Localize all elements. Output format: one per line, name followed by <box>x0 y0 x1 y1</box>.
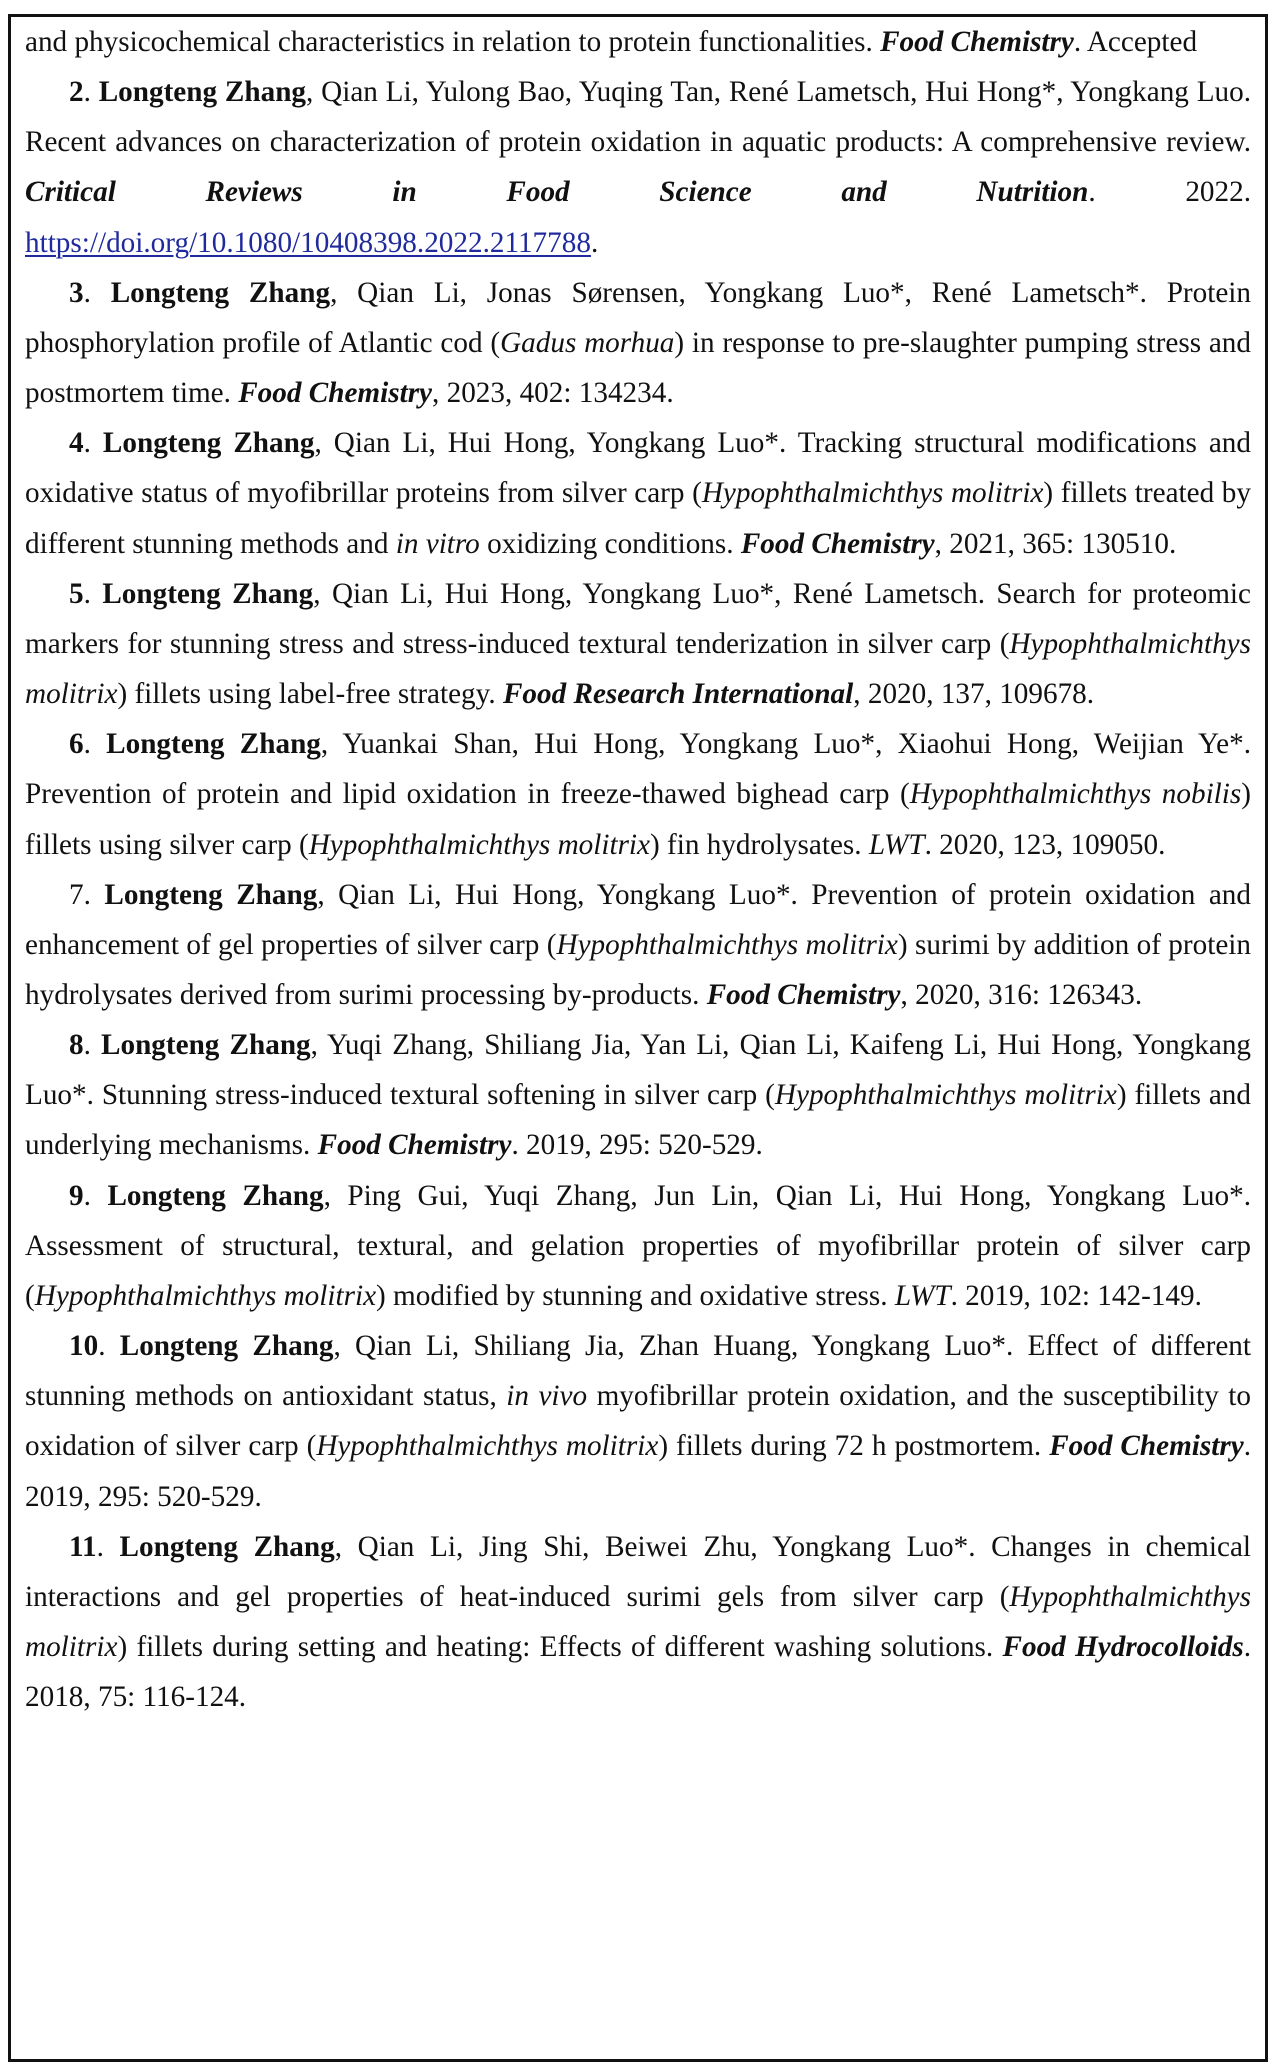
reference-text: . <box>96 1530 120 1563</box>
reference-text: , Yuqi Zhang, Shiliang Jia, Yan Li, Qian Li, Kaifeng Li, Hui Hong, Yongkang Luo*. Stunning stress-induced textural softening in silver carp ( <box>25 1029 1252 1112</box>
reference-item <box>25 418 1251 568</box>
reference-text: , Qian Li, Yulong Bao, Yuqing Tan, René Lametsch, Hui Hong*, Yongkang Luo. Recent advances on characterization of protein oxidation in aquatic products: A comprehensive review. <box>25 76 1252 159</box>
reference-item <box>25 569 1251 719</box>
author-highlight: Longteng Zhang <box>110 276 331 309</box>
author-highlight: Longteng Zhang <box>106 728 321 761</box>
reference-text: and physicochemical characteristics in relation to protein functionalities. <box>25 26 881 58</box>
author-highlight: Longteng Zhang <box>102 577 314 610</box>
italic-term: in vitro <box>395 527 480 560</box>
reference-number: 4 <box>69 427 84 460</box>
author-highlight: Longteng Zhang <box>101 1029 311 1062</box>
reference-text: ) surimi by addition of protein hydrolysates derived from surimi processing by-products. <box>25 928 1251 1011</box>
reference-number: 6 <box>69 728 84 761</box>
italic-term: Hypophthalmichthys molitrix <box>308 828 650 861</box>
reference-text: . <box>98 1330 120 1363</box>
reference-number: 5 <box>69 577 84 610</box>
reference-text: ) fillets and underlying mechanisms. <box>25 1079 1251 1162</box>
reference-item <box>25 1522 1251 1723</box>
reference-text: , Qian Li, Hui Hong, Yongkang Luo*. Prevention of protein oxidation and enhancement of gel properties of silver carp ( <box>25 878 1251 961</box>
reference-text: . <box>83 76 99 109</box>
reference-item <box>25 1020 1251 1170</box>
reference-text: . 2020, 123, 109050. <box>924 828 1166 861</box>
reference-item <box>25 67 1251 268</box>
italic-term: Hypophthalmichthys molitrix <box>34 1279 377 1312</box>
author-highlight: Longteng Zhang <box>107 1179 324 1212</box>
journal-name: Food Chemistry <box>317 1129 512 1162</box>
journal-name: Critical Reviews in Food Science and Nutrition <box>25 176 1089 209</box>
reference-continuation <box>25 17 1251 67</box>
reference-text: ) fillets using silver carp ( <box>25 778 1251 861</box>
reference-text: , Qian Li, Jing Shi, Beiwei Zhu, Yongkang Luo*. Changes in chemical interactions and gel properties of heat-induced surimi gels from silver carp ( <box>25 1530 1252 1613</box>
reference-text: . <box>83 1029 102 1062</box>
author-highlight: Longteng Zhang <box>119 1330 334 1363</box>
reference-text: ) fillets during 72 h postmortem. <box>658 1430 1050 1463</box>
italic-term: Hypophthalmichthys molitrix <box>25 627 1251 711</box>
reference-number: 10 <box>69 1330 99 1363</box>
journal-name: LWT <box>894 1279 951 1312</box>
italic-term: Hypophthalmichthys molitrix <box>701 477 1044 510</box>
journal-name: Food Chemistry <box>1049 1430 1244 1463</box>
reference-number: 8 <box>69 1029 84 1062</box>
reference-text: , 2020, 316: 126343. <box>900 978 1143 1011</box>
reference-text: ) modified by stunning and oxidative stress. <box>376 1279 895 1312</box>
reference-text: , Ping Gui, Yuqi Zhang, Jun Lin, Qian Li, Hui Hong, Yongkang Luo*. Assessment of structural, textural, and gelation properties of myofibrillar protein of silver carp ( <box>25 1179 1252 1312</box>
reference-text: , Qian Li, Shiliang Jia, Zhan Huang, Yongkang Luo*. Effect of different stunning methods on antioxidant status, <box>25 1330 1251 1413</box>
reference-text: . <box>83 427 103 460</box>
reference-text: ) in response to pre-slaughter pumping stress and postmortem time. <box>25 326 1251 410</box>
author-highlight: Longteng Zhang <box>98 76 307 109</box>
reference-text: . <box>83 1179 108 1212</box>
journal-name: Food Chemistry <box>238 377 433 410</box>
reference-number: 9 <box>69 1179 84 1212</box>
reference-item <box>25 719 1251 869</box>
reference-text: myofibrillar protein oxidation, and the susceptibility to oxidation of silver carp ( <box>25 1380 1251 1463</box>
reference-item <box>25 870 1251 1020</box>
reference-item <box>25 268 1251 418</box>
author-highlight: Longteng Zhang <box>104 878 318 911</box>
reference-text: . <box>590 226 599 259</box>
reference-text: . 2019, 295: 520-529. <box>25 1430 1251 1513</box>
italic-term: Hypophthalmichthys molitrix <box>774 1079 1117 1112</box>
reference-text: , Qian Li, Jonas Sørensen, Yongkang Luo*, René Lametsch*. Protein phosphorylation profile of Atlantic cod ( <box>25 276 1252 359</box>
journal-name: Food Chemistry <box>740 527 935 560</box>
reference-text: , Qian Li, Hui Hong, Yongkang Luo*. Tracking structural modifications and oxidative status of myofibrillar proteins from silver carp ( <box>25 427 1251 510</box>
reference-text: oxidizing conditions. <box>479 527 741 560</box>
reference-text: . 2018, 75: 116-124. <box>25 1631 1251 1714</box>
reference-text: , Qian Li, Hui Hong, Yongkang Luo*, René Lametsch. Search for proteomic markers for stunning stress and stress-induced textural tenderization in silver carp ( <box>25 577 1252 660</box>
journal-name: Food Chemistry <box>880 26 1074 58</box>
journal-name: Food Chemistry <box>706 978 901 1011</box>
reference-item <box>25 1171 1251 1321</box>
reference-text: , 2021, 365: 130510. <box>934 527 1177 560</box>
reference-text: , Yuankai Shan, Hui Hong, Yongkang Luo*, Xiaohui Hong, Weijian Ye*. Prevention of protein and lipid oxidation in freeze-thawed bighead carp ( <box>25 728 1251 811</box>
italic-term: Hypophthalmichthys molitrix <box>316 1430 659 1463</box>
reference-text: , 2023, 402: 134234. <box>432 377 674 410</box>
reference-text: . 2019, 295: 520-529. <box>511 1129 763 1162</box>
journal-name: Food Research International <box>502 678 854 711</box>
reference-number: 2 <box>69 76 84 109</box>
journal-name: Food Hydrocolloids <box>1002 1631 1244 1663</box>
reference-text: ) fillets using label-free strategy. <box>117 678 503 711</box>
reference-text: ) fin hydrolysates. <box>650 828 869 861</box>
reference-text: . <box>83 728 107 761</box>
reference-text: ) fillets during setting and heating: Effects of different washing solutions. <box>117 1631 1003 1663</box>
reference-number: 11 <box>69 1530 97 1563</box>
reference-text: ) fillets treated by different stunning methods and <box>25 477 1251 560</box>
reference-text: , 2020, 137, 109678. <box>853 678 1095 711</box>
reference-text: . Accepted <box>1073 26 1198 58</box>
publication-list-frame <box>8 14 1268 2062</box>
reference-text: . 2022. <box>1088 176 1252 209</box>
reference-text: . 2019, 102: 142-149. <box>950 1279 1202 1312</box>
reference-item <box>25 1321 1251 1522</box>
journal-name: LWT <box>868 828 925 861</box>
italic-term: Hypophthalmichthys molitrix <box>556 928 898 961</box>
italic-term: Gadus morhua <box>500 326 675 359</box>
doi-link[interactable]: https://doi.org/10.1080/10408398.2022.2117788 <box>25 226 591 259</box>
publication-list <box>25 17 1251 1722</box>
reference-text: . <box>83 577 103 610</box>
italic-term: in vivo <box>506 1380 588 1413</box>
italic-term: Hypophthalmichthys molitrix <box>25 1580 1251 1663</box>
author-highlight: Longteng Zhang <box>102 427 315 460</box>
reference-number: 7. <box>69 878 105 911</box>
author-highlight: Longteng Zhang <box>119 1530 335 1563</box>
italic-term: Hypophthalmichthys nobilis <box>909 778 1242 811</box>
reference-number: 3 <box>69 276 84 309</box>
reference-text: . <box>83 276 111 309</box>
